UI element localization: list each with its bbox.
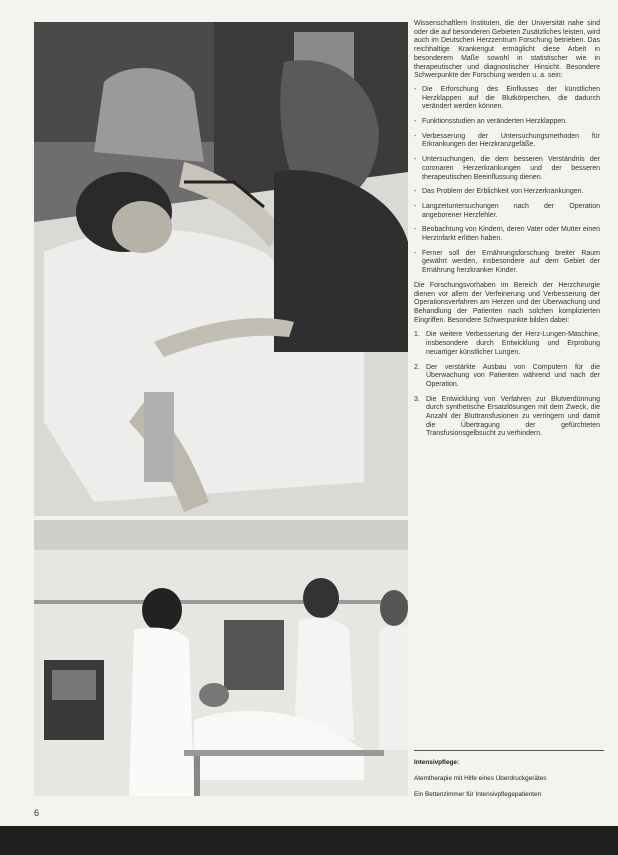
list-item: - Funktionsstudien an veränderten Herzklappen.: [414, 118, 600, 127]
list-item: - Das Problem der Erblichkeit von Herzerkrankungen.: [414, 188, 600, 197]
item-number: 3.: [414, 395, 420, 403]
caption-title: Intensivpflege:: [414, 759, 460, 766]
item-text: Der verstärkte Ausbau von Computern für die Überwachung von Patienten während und nach der Operation.: [426, 363, 600, 388]
intro-paragraph: Wissenschaftlern Instituten, die der Universität nahe sind oder die auf besonderen Gebieten Zusätzliches leisten, wird auch im Deutschen Herzzentrum Forschung betrieben. Das reichhaltige Krankengut ermöglicht diese Arbeit in besonderem Maße sowohl in statistischer wie in therapeutischer und diagnostischer Hinsicht. Besondere Schwerpunkte der Forschung werden u. a. sein:: [414, 20, 600, 80]
list-item: - Die Erforschung des Einflusses der künstlichen Herzklappen auf die Blutkörperchen, die dadurch verändert werden können.: [414, 86, 600, 112]
page-number: 6: [34, 808, 40, 818]
research-focus-list: [414, 86, 600, 276]
photo-captions: [414, 750, 604, 807]
caption-bottom-photo: Ein Bettenzimmer für Intensivpflegepatienten: [414, 791, 542, 798]
list-item: [414, 364, 600, 390]
surgery-paragraph: Die Forschungsvorhaben im Bereich der Herzchirurgie dienen vor allem der Verfeinerung und Verbesserung der Operationsverfahren am Herzen und der Überwachung und Behandlung der Patienten nach solchen komplizierten Eingriffen. Besondere Schwerpunkte bilden dabei:: [414, 281, 600, 324]
list-item: - Langzeituntersuchungen nach der Operation angeborener Herzfehler.: [414, 203, 600, 220]
photo-intensive-care-room: [34, 520, 408, 796]
list-item: [414, 396, 600, 440]
list-item: - Beobachtung von Kindern, deren Vater oder Mutter einen Herzinfarkt erlitten haben.: [414, 226, 600, 243]
article-column: [414, 20, 600, 445]
list-item: [414, 331, 600, 357]
item-number: 1.: [414, 331, 420, 339]
surgery-focus-list: [414, 331, 600, 439]
caption-top-photo: Atemtherapie mit Hilfe eines Überdruckgerätes: [414, 775, 547, 782]
item-text: Die weitere Verbesserung der Herz-Lungen-Maschine, insbesondere durch Entwicklung und Erprobung neuartiger künstlicher Lungen.: [426, 331, 600, 356]
list-item: - Ferner soll der Ernährungsforschung breiter Raum gewährt werden, insbesondere auf dem Gebiet der Ernährung herzkranker Kinder.: [414, 250, 600, 276]
caption-divider: [414, 750, 604, 751]
photo-respiratory-therapy: [34, 22, 408, 516]
list-item: - Untersuchungen, die dem besseren Verständnis der coronaren Herzerkrankungen und der besseren therapeutischen Beeinflussung dienen.: [414, 156, 600, 182]
item-number: 2.: [414, 363, 420, 371]
scan-border: [0, 826, 618, 855]
list-item: - Verbesserung der Untersuchungsmethoden für Erkrankungen der Herzkranzgefäße.: [414, 133, 600, 150]
item-text: Die Entwicklung von Verfahren zur Blutverdünnung durch synthetische Ersatzlösungen mit dem Zweck, die Anzahl der Bluttransfusionen zu verringern und damit die Übertragung der gefürchteten Transfusionsgelbsucht zu verhindern.: [426, 395, 600, 438]
